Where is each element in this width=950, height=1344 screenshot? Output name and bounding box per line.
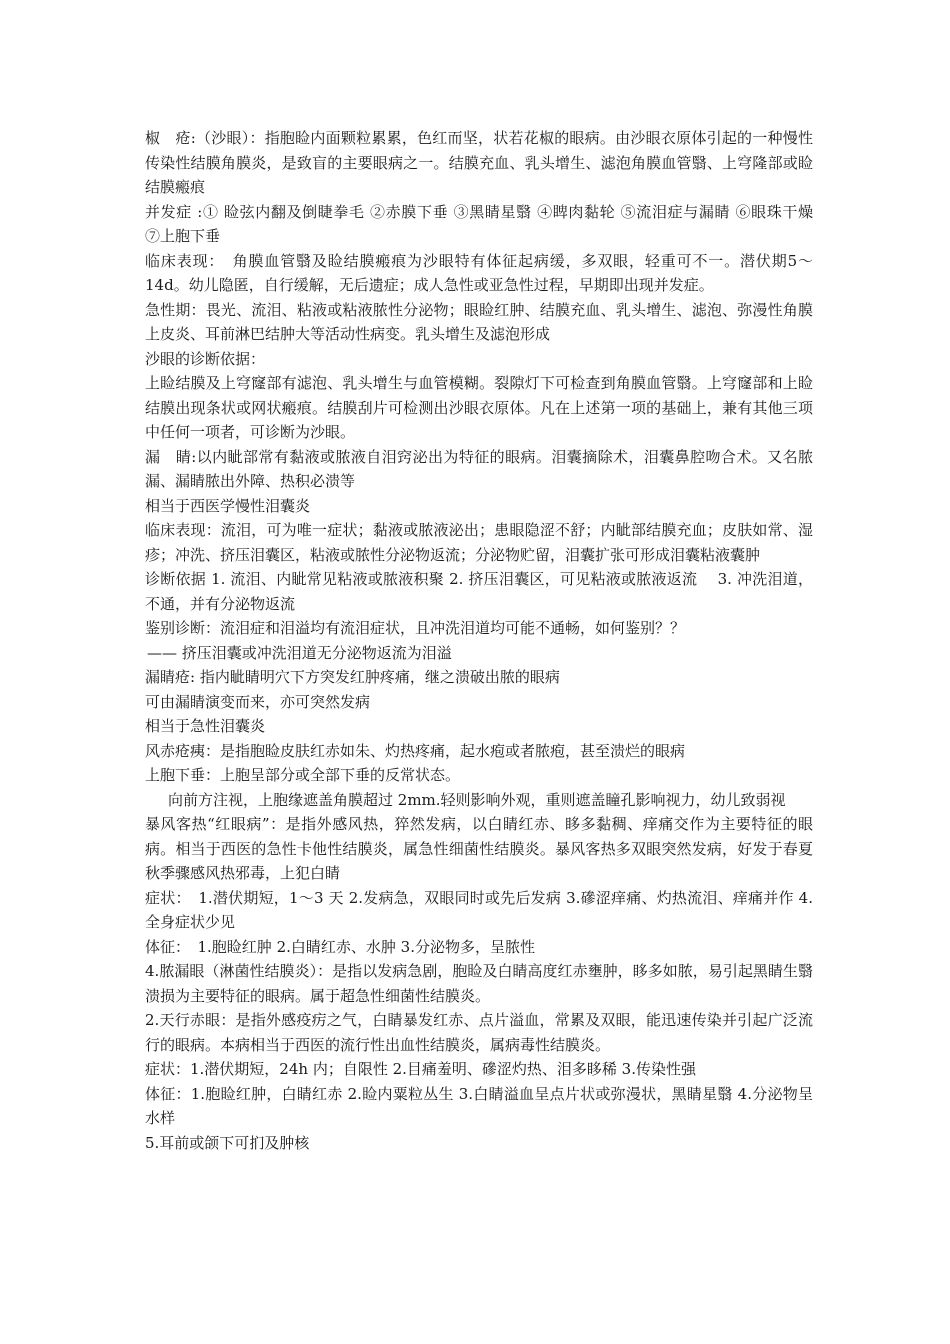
paragraph-diagnostic-basis: 诊断依据 1. 流泪、内眦常见粘液或脓液积聚 2. 挤压泪囊区，可见粘液或脓液返流 3. 冲洗泪道，不通，并有分泌物返流 <box>145 570 813 613</box>
paragraph-clinical-signs: 临床表现：流泪，可为唯一症状；黏液或脓液泌出；患眼隐涩不舒；内眦部结膜充血；皮肤如常、湿疹；冲洗、挤压泪囊区，粘液或脓性分泌物返流；分泌物贮留，泪囊扩张可形成泪囊粘液囊肿 <box>145 521 813 564</box>
paragraph-epidemic-red-eye: 2.天行赤眼：是指外感疫疠之气，白睛暴发红赤、点片溢血，常累及双眼，能迅速传染并引起广泛流行的眼病。本病相当于西医的流行性出血性结膜炎，属病毒性结膜炎。 <box>145 1011 813 1054</box>
paragraph-symptoms: 症状： 1.潜伏期短，1～3 天 2.发病急，双眼同时或先后发病 3.磣涩痒痛、灼热流泪、痒痛并作 4.全身症状少见 <box>145 888 813 931</box>
paragraph-epiphora-note: —— 挤压泪囊或冲洗泪道无分泌物返流为泪溢 <box>147 643 452 662</box>
paragraph-ptosis-detail: 向前方注视，上胞缘遮盖角膜超过 2mm.轻则影响外观，重则遮盖瞳孔影响视力，幼儿致弱视 <box>153 790 786 809</box>
paragraph-wind-red-sore: 风赤疮痍：是指胞睑皮肤红赤如朱、灼热疼痛，起水疱或者脓疱，甚至溃烂的眼病 <box>145 741 686 760</box>
paragraph-differential-diagnosis: 鉴别诊断：流泪症和泪溢均有流泪症状，且冲洗泪道均可能不通畅，如何鉴别？？ <box>145 619 686 637</box>
document-page <box>145 126 829 1155</box>
paragraph-lymph-nodes: 5.耳前或颌下可扪及肿核 <box>145 1133 310 1152</box>
paragraph-lacrimal-abscess: 漏睛疮: 指内眦睛明穴下方突发红肿疼痛，继之溃破出脓的眼病 <box>145 668 560 686</box>
paragraph-complications: 并发症 :① 睑弦内翻及倒睫拳毛 ②赤膜下垂 ③黑睛星翳 ④睥肉黏轮 ⑤流泪症与漏睛 ⑥眼珠干燥 ⑦上胞下垂 <box>145 202 829 245</box>
paragraph-onset-note: 可由漏睛演变而来，亦可突然发病 <box>145 692 371 711</box>
paragraph-acute-stage: 急性期：畏光、流泪、粘液或粘液脓性分泌物；眼睑红肿、结膜充血、乳头增生、滤泡、弥漫性角膜上皮炎、耳前淋巴结肿大等活动性病变。乳头增生及滤泡形成 <box>145 300 813 343</box>
paragraph-red-eye: 暴风客热“红眼病”：是指外感风热，猝然发病，以白睛红赤、眵多黏稠、痒痛交作为主要特征的眼病。相当于西医的急性卡他性结膜炎，属急性细菌性结膜炎。暴风客热多双眼突然发病，好发于春夏秋季骤感风热邪毒，上犯白睛 <box>145 815 813 882</box>
paragraph-acute-dacryocystitis: 相当于急性泪囊炎 <box>145 717 266 735</box>
paragraph-epidemic-signs: 体征：1.胞睑红肿，白睛红赤 2.睑内粟粒丛生 3.白睛溢血呈点片状或弥漫状，黑睛星翳 4.分泌物呈水样 <box>145 1084 813 1127</box>
paragraph-diagnosis-heading: 沙眼的诊断依据： <box>145 349 266 368</box>
paragraph-ptosis: 上胞下垂：上胞呈部分或全部下垂的反常状态。 <box>145 766 461 784</box>
paragraph-clinical-manifestation: 临床表现： 角膜血管翳及睑结膜瘢痕为沙眼特有体征起病缓，多双眼，轻重可不一。潜伏期5～14d。幼儿隐匿，自行缓解，无后遗症；成人急性或亚急性过程，早期即出现并发症。 <box>145 251 813 294</box>
paragraph-signs: 体征： 1.胞睑红肿 2.白睛红赤、水肿 3.分泌物多，呈脓性 <box>145 937 535 956</box>
paragraph-diagnosis-criteria: 上睑结膜及上穹窿部有滤泡、乳头增生与血管模糊。裂隙灯下可检查到角膜血管翳。上穹窿部和上睑结膜出现条状或网状瘢痕。结膜刮片可检测出沙眼衣原体。凡在上述第一项的基础上，兼有其他三项中任何一项者，可诊断为沙眼。 <box>145 374 813 441</box>
paragraph-lacrimal-fistula: 漏 睛:以内眦部常有黏液或脓液自泪窍泌出为特征的眼病。泪囊摘除术，泪囊鼻腔吻合术。又名脓漏、漏睛脓出外障、热积必溃等 <box>145 447 813 490</box>
paragraph-gonococcal: 4.脓漏眼（淋菌性结膜炎）：是指以发病急剧，胞睑及白睛高度红赤壅肿，眵多如脓，易引起黑睛生翳溃损为主要特征的眼病。属于超急性细菌性结膜炎。 <box>145 962 813 1005</box>
paragraph-epidemic-symptoms: 症状：1.潜伏期短，24h 内；自限性 2.目痛羞明、磣涩灼热、泪多眵稀 3.传染性强 <box>145 1060 696 1078</box>
paragraph-trachoma-definition: 椒 疮:（沙眼）：指胞睑内面颗粒累累，色红而坚，状若花椒的眼病。由沙眼衣原体引起的一种慢性传染性结膜角膜炎，是致盲的主要眼病之一。结膜充血、乳头增生、滤泡角膜血管翳、上穹隆部或睑结膜瘢痕 <box>145 129 813 196</box>
paragraph-chronic-dacryocystitis: 相当于西医学慢性泪囊炎 <box>145 496 311 515</box>
